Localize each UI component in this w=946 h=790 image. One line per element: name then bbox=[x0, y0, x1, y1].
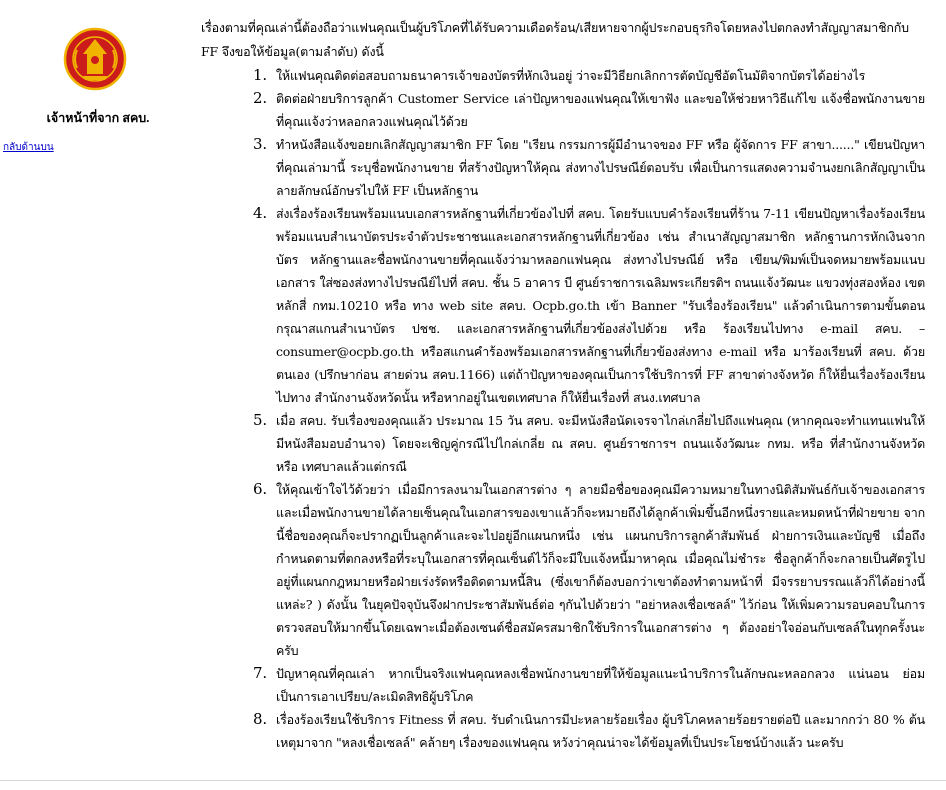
step-item bbox=[201, 708, 925, 754]
step-number: 8. bbox=[253, 710, 267, 728]
step-text: เรื่องร้องเรียนใช้บริการ Fitness ที่ สคบ. รับดำเนินการมีปะหลายร้อยเรื่อง ผู้บริโภคหลายร้อยรายต่อปี และมากกว่า 80 % ต้นเหตุมาจาก "หลงเชื่อเซลล์" คล้ายๆ เรื่องของแฟนคุณ หวังว่าคุณน่าจะได้ข้อมูลที่เป็นประโยชน์บ้างแล้ว นะครับ bbox=[276, 712, 925, 750]
step-item bbox=[201, 87, 925, 133]
staff-label: เจ้าหน้าที่จาก สคบ. bbox=[46, 111, 150, 125]
step-text: เมื่อ สคบ. รับเรื่องของคุณแล้ว ประมาณ 15 วัน สคบ. จะมีหนังสือนัดเจรจาไกล่เกลี่ยไปถึงแฟนคุณ (หากคุณจะทำแทนแฟนให้มีหนังสือมอบอำนาจ) โดยจะเชิญคู่กรณีไปไกล่เกลี่ย ณ สคบ. ศูนย์ราชการฯ ถนนแจ้งวัฒนะ กทม. หรือ ที่สำนักงานจังหวัด หรือ เทศบาลแล้วแต่กรณี bbox=[276, 413, 925, 474]
step-item bbox=[201, 133, 925, 202]
step-number: 2. bbox=[253, 89, 267, 107]
step-text: ให้แฟนคุณติดต่อสอบถามธนาคารเจ้าของบัตรที่หักเงินอยู่ ว่าจะมีวิธียกเลิกการตัดบัญชีอัตโนมัติจากบัตรได้อย่างไร bbox=[276, 68, 866, 83]
step-item bbox=[201, 662, 925, 708]
step-text: ติดต่อฝ่ายบริการลูกค้า Customer Service เล่าปัญหาของแฟนคุณให้เขาฟัง และขอให้ช่วยหาวิธีแก้ไข แจ้งชื่อพนักงานขายที่คุณแจ้งว่าหลอกลวงแฟนคุณไว้ด้วย bbox=[276, 91, 925, 129]
step-number: 1. bbox=[253, 66, 267, 84]
intro-paragraph: เรื่องตามที่คุณเล่านี้ต้องถือว่าแฟนคุณเป็นผู้บริโภคที่ได้รับความเดือดร้อน/เสียหายจากผู้ประกอบธุรกิจโดยหลงไปตกลงทำสัญญาสมาชิกกับ FF จึงขอให้ข้อมูล(ตามลำดับ) ดังนี้ bbox=[201, 20, 909, 59]
step-item bbox=[201, 64, 925, 87]
step-item bbox=[201, 478, 925, 662]
step-number: 4. bbox=[253, 204, 267, 222]
agency-seal-logo bbox=[63, 24, 127, 94]
step-number: 5. bbox=[253, 411, 267, 429]
step-text: ปัญหาคุณที่คุณเล่า หากเป็นจริงแฟนคุณหลงเชื่อพนักงานขายที่ให้ข้อมูลแนะนำบริการในลักษณะหลอกลวง แน่นอน ย่อมเป็นการเอาเปรียบ/ละเมิดสิทธิผู้บริโภค bbox=[276, 666, 925, 704]
step-text: ทำหนังสือแจ้งขอยกเลิกสัญญาสมาชิก FF โดย "เรียน กรรมการผู้มีอำนาจของ FF หรือ ผู้จัดการ FF สาขา......" เขียนปัญหาที่คุณเล่ามานี้ ระบุชื่อพนักงานขาย ที่สร้างปัญหาให้คุณ ส่งทางไปรษณีย์ตอบรับ เพื่อเป็นการแสดงความจำนงยกเลิกสัญญาเป็นลายลักษณ์อักษรไปให้ FF เป็นหลักฐาน bbox=[276, 137, 925, 198]
step-number: 6. bbox=[253, 480, 267, 498]
step-text: ส่งเรื่องร้องเรียนพร้อมแนบเอกสารหลักฐานที่เกี่ยวข้องไปที่ สคบ. โดยรับแบบคำร้องเรียนที่ร้าน 7-11 เขียนปัญหาเรื่องร้องเรียนพร้อมแนบสำเนาบัตรประจำตัวประชาชนและเอกสารหลักฐานที่เกี่ยวข้อง เช่น สำเนาสัญญาสมาชิก หลักฐานการหักเงินจากบัตร หลักฐานและชื่อพนักงานขายที่คุณแจ้งว่ามาหลอกแฟนคุณ ส่งทางไปรษณีย์ หรือ เขียน/พิมพ์เป็นจดหมายพร้อมแนบเอกสาร ใส่ซองส่งทางไปรษณีย์ไปที่ สคบ. ชั้น 5 อาคาร บี ศูนย์ราชการเฉลิมพระเกียรติฯ ถนนแจ้งวัฒนะ แขวงทุ่งสองห้อง เขตหลักสี่ กทม.10210 หรือ ทาง web site สคบ. Ocpb.go.th เข้า Banner "รับเรื่องร้องเรียน" แล้วดำเนินการตามขั้นตอน กรุณาสแกนสำเนาบัตร ปชช. และเอกสารหลักฐานที่เกี่ยวข้องส่งไปด้วย หรือ ร้องเรียนไปทาง e-mail สคบ. – consumer@ocpb.go.th หรือสแกนคำร้องพร้อมเอกสารหลักฐานที่เกี่ยวข้องส่งทาง e-mail หรือ มาร้องเรียนที่ สคบ. ด้วยตนเอง (ปรึกษาก่อน สายด่วน สคบ.1166) แต่ถ้าปัญหาของคุณเป็นการใช้บริการที่ FF สาขาต่างจังหวัด ก็ให้ยื่นเรื่องร้องเรียนไปทาง สำนักงานจังหวัดนั้น หรือหากอยู่ในเขตเทศบาล ก็ให้ยื่นเรื่องที่ สนง.เทศบาล bbox=[276, 206, 925, 405]
back-to-top-link[interactable]: กลับด้านบน bbox=[3, 142, 54, 153]
step-number: 3. bbox=[253, 135, 267, 153]
step-item bbox=[201, 409, 925, 478]
footer-divider bbox=[0, 780, 946, 781]
steps-list bbox=[201, 64, 925, 754]
step-number: 7. bbox=[253, 664, 267, 682]
step-item bbox=[201, 202, 925, 409]
answer-content bbox=[201, 16, 925, 754]
step-text: ให้คุณเข้าใจไว้ด้วยว่า เมื่อมีการลงนามในเอกสารต่าง ๆ ลายมือชื่อของคุณมีความหมายในทางนิติสัมพันธ์กับเจ้าของเอกสาร และเมื่อพนักงานขายได้ลายเซ็นคุณในเอกสารของเขาแล้วก็จะหมายถึงได้ลูกค้าเพิ่มขึ้นอีกหนึ่งรายและหมดหน้าที่ฝ่ายขาย จากนี้ชื่อของคุณก็จะปรากฏเป็นลูกค้าและจะไปอยู่อีกแผนกหนึ่ง เช่น แผนกบริการลูกค้าสัมพันธ์ ฝ่ายการเงินและบัญชี เมื่อถึงกำหนดตามที่ตกลงหรือที่ระบุในเอกสารที่คุณเซ็นต์ไว้ก็จะมีใบแจ้งหนี้มาหาคุณ เมื่อคุณไม่ชำระ ชื่อลูกค้าก็จะกลายเป็นศัตรูไปอยู่ที่แผนกกฎหมายหรือฝ่ายเร่งรัดหรือติดตามหนี้สิน (ซึ่งเขาก็ต้องบอกว่าเขาต้องทำตามหน้าที่ มีจรรยาบรรณแล้วก็ได้อย่างนี้แหล่ะ? ) ดังนั้น ในยุคปัจจุบันจึงฝากประชาสัมพันธ์ต่อ ๆกันไปด้วยว่า "อย่าหลงเชื่อเซลล์" ไว้ก่อน ให้เพิ่มความรอบคอบในการตรวจสอบให้มากขึ้นโดยเฉพาะเมื่อต้องเซนต์ชื่อสมัครสมาชิกใช้บริการในเอกสารต่าง ๆ ต้องอย่าใจอ่อนกับเซลล์ในทุกครั้งนะครับ bbox=[276, 482, 925, 658]
